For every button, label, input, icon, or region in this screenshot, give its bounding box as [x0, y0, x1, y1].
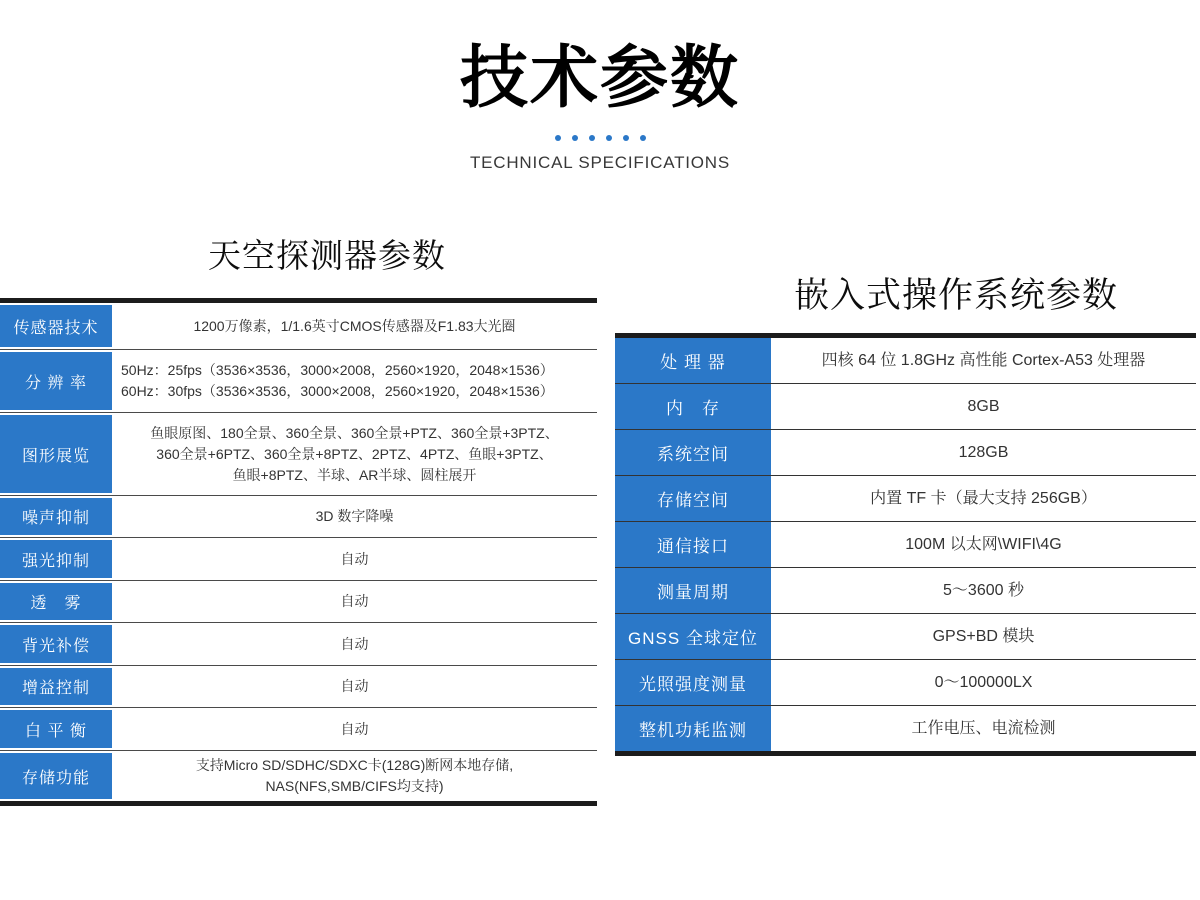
spec-value-line: 自动 — [340, 635, 369, 652]
spec-value-line: 3D 数字降噪 — [315, 508, 394, 524]
spec-value — [771, 614, 1196, 659]
spec-row — [0, 349, 597, 412]
spec-value-line: NAS(NFS,SMB/CIFS均支持) — [265, 778, 444, 794]
spec-value-line: 自动 — [340, 550, 369, 567]
spec-row — [615, 705, 1196, 751]
spec-value — [112, 538, 597, 580]
dot-icon — [640, 135, 646, 141]
spec-label: 处 理 器 — [615, 338, 771, 383]
left-table-title: 天空探测器参数 — [208, 237, 446, 274]
spec-row — [615, 383, 1196, 429]
spec-value — [112, 496, 597, 537]
spec-row — [0, 495, 597, 537]
spec-label: 透 雾 — [0, 581, 112, 622]
spec-row — [615, 613, 1196, 659]
spec-value-line: 内置 TF 卡（最大支持 256GB） — [870, 489, 1097, 507]
spec-value — [112, 413, 597, 495]
spec-value-line: 0～100000LX — [934, 673, 1033, 691]
spec-value — [771, 660, 1196, 705]
spec-value-line: 360全景+6PTZ、360全景+8PTZ、2PTZ、4PTZ、鱼眼+3PTZ、 — [156, 445, 553, 462]
spec-label: 存储功能 — [0, 751, 112, 801]
spec-value-line: 鱼眼原图、180全景、360全景、360全景+PTZ、360全景+3PTZ、 — [150, 424, 559, 441]
spec-label: 测量周期 — [615, 568, 771, 613]
spec-label: 内 存 — [615, 384, 771, 429]
spec-row — [0, 750, 597, 801]
spec-row — [0, 580, 597, 622]
spec-value-line: 100M 以太网\WIFI\4G — [905, 535, 1062, 553]
spec-value — [771, 568, 1196, 613]
spec-value — [112, 751, 597, 801]
spec-label: 白 平 衡 — [0, 708, 112, 750]
spec-value — [771, 522, 1196, 567]
spec-row — [0, 707, 597, 750]
spec-row — [615, 475, 1196, 521]
spec-value-line: 8GB — [967, 397, 1000, 415]
spec-value-line: 自动 — [340, 593, 369, 609]
spec-value — [112, 623, 597, 665]
spec-value-line: 自动 — [340, 678, 369, 694]
spec-value — [771, 476, 1196, 521]
spec-label: 增益控制 — [0, 666, 112, 707]
sky-detector-spec-table — [0, 298, 597, 806]
spec-value-line: 自动 — [340, 720, 369, 737]
spec-value — [771, 706, 1196, 751]
spec-label: 通信接口 — [615, 522, 771, 567]
spec-row — [615, 429, 1196, 475]
dot-icon — [555, 135, 561, 141]
dot-icon — [589, 135, 595, 141]
spec-value-line: GPS+BD 模块 — [932, 627, 1035, 645]
spec-value — [771, 384, 1196, 429]
spec-row — [0, 412, 597, 495]
spec-label: 光照强度测量 — [615, 660, 771, 705]
spec-row — [615, 521, 1196, 567]
spec-value-line: 1200万像素，1/1.6英寸CMOS传感器及F1.83大光圈 — [193, 317, 516, 334]
embedded-os-spec-table — [615, 333, 1196, 756]
spec-label: 分 辨 率 — [0, 350, 112, 412]
spec-label: 整机功耗监测 — [615, 706, 771, 751]
spec-value-line: 5～3600 秒 — [943, 581, 1024, 599]
spec-value-line: 60Hz：30fps（3536×3536，3000×2008，2560×1920，2048×1536） — [121, 383, 554, 399]
spec-row — [615, 659, 1196, 705]
spec-row — [0, 537, 597, 580]
page-header — [0, 0, 1200, 173]
spec-value-line: 50Hz：25fps（3536×3536，3000×2008，2560×1920，2048×1536） — [121, 362, 554, 378]
spec-label: 强光抑制 — [0, 538, 112, 580]
spec-value-line: 四核 64 位 1.8GHz 高性能 Cortex-A53 处理器 — [821, 351, 1146, 369]
spec-row — [615, 567, 1196, 613]
spec-label: 图形展览 — [0, 413, 112, 495]
page-subtitle: TECHNICAL SPECIFICATIONS — [469, 153, 731, 172]
spec-label: 噪声抑制 — [0, 496, 112, 537]
spec-label: 背光补偿 — [0, 623, 112, 665]
spec-value-line: 鱼眼+8PTZ、半球、AR半球、圆柱展开 — [232, 466, 477, 483]
spec-value-line: 支持Micro SD/SDHC/SDXC卡(128G)断网本地存储, — [195, 757, 514, 773]
spec-label: 传感器技术 — [0, 303, 112, 349]
spec-value — [771, 430, 1196, 475]
spec-value-line: 128GB — [958, 443, 1009, 461]
spec-value — [112, 708, 597, 750]
spec-value — [112, 666, 597, 707]
dot-icon — [606, 135, 612, 141]
spec-value — [112, 350, 597, 412]
title-dots-decoration — [0, 135, 1200, 141]
page-title: 技术参数 — [459, 40, 740, 116]
spec-row — [0, 665, 597, 707]
spec-value-line: 工作电压、电流检测 — [911, 719, 1056, 737]
spec-row — [0, 622, 597, 665]
right-table-title: 嵌入式操作系统参数 — [793, 276, 1118, 315]
spec-value — [112, 303, 597, 349]
spec-row — [615, 338, 1196, 383]
spec-row — [0, 303, 597, 349]
spec-label: 系统空间 — [615, 430, 771, 475]
dot-icon — [623, 135, 629, 141]
spec-value — [771, 338, 1196, 383]
spec-label: 存储空间 — [615, 476, 771, 521]
spec-value — [112, 581, 597, 622]
dot-icon — [572, 135, 578, 141]
spec-label: GNSS 全球定位 — [615, 614, 771, 659]
